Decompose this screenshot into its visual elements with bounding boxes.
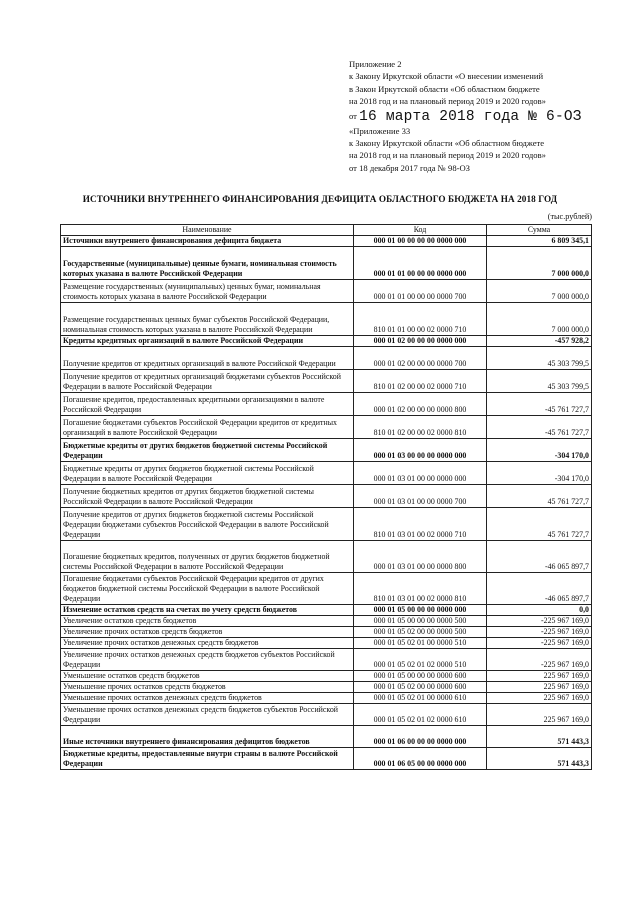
row-code: 810 01 02 00 00 02 0000 810 — [354, 416, 487, 439]
appendix-line: к Закону Иркутской области «О внесении изменений — [349, 71, 544, 82]
row-sum: -46 065 897,7 — [487, 541, 592, 573]
units-label: (тыс.рублей) — [547, 212, 592, 221]
row-name: Уменьшение прочих остатков средств бюджетов — [61, 682, 354, 693]
row-name: Уменьшение прочих остатков денежных средств бюджетов субъектов Российской Федерации — [61, 704, 354, 726]
table-row — [61, 573, 592, 605]
row-sum: 45 761 727,7 — [487, 508, 592, 541]
header-name: Наименование — [61, 225, 354, 236]
law-date-number: 16 марта 2018 года № 6-ОЗ — [359, 108, 582, 125]
row-sum: -225 967 169,0 — [487, 649, 592, 671]
row-code: 810 01 01 00 00 02 0000 710 — [354, 303, 487, 336]
row-sum: 225 967 169,0 — [487, 693, 592, 704]
row-name: Погашение бюджетами субъектов Российской Федерации кредитов от кредитных организаций в валюте Российской Федерации — [61, 416, 354, 439]
row-code: 000 01 01 00 00 00 0000 000 — [354, 247, 487, 280]
table-row — [61, 627, 592, 638]
table-row — [61, 439, 592, 462]
table-row — [61, 280, 592, 303]
row-name: Увеличение остатков средств бюджетов — [61, 616, 354, 627]
row-sum: 7 000 000,0 — [487, 247, 592, 280]
row-sum: -457 928,2 — [487, 336, 592, 347]
row-sum: 0,0 — [487, 605, 592, 616]
row-name: Размещение государственных (муниципальных) ценных бумаг, номинальная стоимость которых указана в валюте Российской Федерации — [61, 280, 354, 303]
row-sum: -225 967 169,0 — [487, 616, 592, 627]
appendix-line: в Закон Иркутской области «Об областном бюджете — [349, 83, 540, 94]
row-code: 000 01 05 02 01 00 0000 510 — [354, 638, 487, 649]
header-sum: Сумма — [487, 225, 592, 236]
row-sum: -225 967 169,0 — [487, 638, 592, 649]
row-name: Погашение бюджетных кредитов, полученных от других бюджетов бюджетной системы Российской Федерации в валюте Российской Федерации — [61, 541, 354, 573]
row-sum: 571 443,3 — [487, 726, 592, 748]
law-date-line — [349, 108, 629, 125]
row-sum: -304 170,0 — [487, 439, 592, 462]
table-header-row — [61, 225, 592, 236]
row-name: Получение кредитов от кредитных организаций бюджетами субъектов Российской Федерации в валюте Российской Федерации — [61, 370, 354, 393]
document-title: ИСТОЧНИКИ ВНУТРЕННЕГО ФИНАНСИРОВАНИЯ ДЕФИЦИТА ОБЛАСТНОГО БЮДЖЕТА НА 2018 ГОД — [82, 194, 558, 204]
row-sum: -45 761 727,7 — [487, 416, 592, 439]
row-name: Увеличение прочих остатков средств бюджетов — [61, 627, 354, 638]
row-code: 000 01 05 00 00 00 0000 000 — [354, 605, 487, 616]
table-row — [61, 370, 592, 393]
row-code: 000 01 05 02 00 00 0000 500 — [354, 627, 487, 638]
table-row — [61, 303, 592, 336]
table-row — [61, 704, 592, 726]
table-row — [61, 726, 592, 748]
table-row — [61, 671, 592, 682]
row-code: 000 01 03 01 00 00 0000 800 — [354, 541, 487, 573]
row-name: Государственные (муниципальные) ценные бумаги, номинальная стоимость которых указана в валюте Российской Федерации — [61, 247, 354, 280]
row-sum: -46 065 897,7 — [487, 573, 592, 605]
row-code: 000 01 05 02 00 00 0000 600 — [354, 682, 487, 693]
appendix-line: «Приложение 33 — [349, 125, 411, 136]
table-row — [61, 462, 592, 485]
row-code: 000 01 03 01 00 00 0000 700 — [354, 485, 487, 508]
row-sum: 7 000 000,0 — [487, 303, 592, 336]
row-code: 810 01 02 00 00 02 0000 710 — [354, 370, 487, 393]
row-name: Погашение кредитов, предоставленных кредитными организациями в валюте Российской Федерации — [61, 393, 354, 416]
row-name: Источники внутреннего финансирования дефицита бюджета — [61, 236, 354, 247]
table-row — [61, 638, 592, 649]
row-sum: 6 809 345,1 — [487, 236, 592, 247]
table-row — [61, 485, 592, 508]
row-name: Изменение остатков средств на счетах по учету средств бюджетов — [61, 605, 354, 616]
table-row — [61, 693, 592, 704]
row-code: 000 01 05 00 00 00 0000 500 — [354, 616, 487, 627]
row-name: Бюджетные кредиты от других бюджетов бюджетной системы Российской Федерации в валюте Российской Федерации — [61, 462, 354, 485]
appendix-line: Приложение 2 — [349, 59, 402, 69]
row-name: Погашение бюджетами субъектов Российской Федерации кредитов от других бюджетов бюджетной системы Российской Федерации в валюте Российской Федерации — [61, 573, 354, 605]
table-row — [61, 605, 592, 616]
row-sum: -225 967 169,0 — [487, 627, 592, 638]
row-name: Иные источники внутреннего финансирования дефицитов бюджетов — [61, 726, 354, 748]
row-code: 000 01 02 00 00 00 0000 800 — [354, 393, 487, 416]
row-name: Получение кредитов от других бюджетов бюджетной системы Российской Федерации бюджетами субъектов Российской Федерации в валюте Российской Федерации — [61, 508, 354, 541]
table-row — [61, 416, 592, 439]
row-code: 000 01 00 00 00 00 0000 000 — [354, 236, 487, 247]
row-name: Получение бюджетных кредитов от других бюджетов бюджетной системы Российской Федерации в валюте Российской Федерации — [61, 485, 354, 508]
row-code: 000 01 05 00 00 00 0000 600 — [354, 671, 487, 682]
row-sum: 225 967 169,0 — [487, 682, 592, 693]
table-row — [61, 541, 592, 573]
table-row — [61, 393, 592, 416]
row-sum: -304 170,0 — [487, 462, 592, 485]
row-code: 000 01 06 05 00 00 0000 000 — [354, 748, 487, 770]
table-row — [61, 347, 592, 370]
row-sum: 45 303 799,5 — [487, 370, 592, 393]
appendix-line: от 18 декабря 2017 года № 98-ОЗ — [349, 162, 470, 173]
table-row — [61, 508, 592, 541]
row-code: 810 01 03 01 00 02 0000 710 — [354, 508, 487, 541]
row-name: Увеличение прочих остатков денежных средств бюджетов субъектов Российской Федерации — [61, 649, 354, 671]
row-name: Уменьшение остатков средств бюджетов — [61, 671, 354, 682]
row-name: Бюджетные кредиты от других бюджетов бюджетной системы Российской Федерации — [61, 439, 354, 462]
row-sum: 571 443,3 — [487, 748, 592, 770]
header-code: Код — [354, 225, 487, 236]
table-row — [61, 247, 592, 280]
row-sum: 7 000 000,0 — [487, 280, 592, 303]
table-row — [61, 236, 592, 247]
row-code: 000 01 06 00 00 00 0000 000 — [354, 726, 487, 748]
row-code: 810 01 03 01 00 02 0000 810 — [354, 573, 487, 605]
row-sum: 45 761 727,7 — [487, 485, 592, 508]
row-name: Получение кредитов от кредитных организаций в валюте Российской Федерации — [61, 347, 354, 370]
row-name: Уменьшение прочих остатков денежных средств бюджетов — [61, 693, 354, 704]
row-name: Увеличение прочих остатков денежных средств бюджетов — [61, 638, 354, 649]
row-name: Бюджетные кредиты, предоставленные внутри страны в валюте Российской Федерации — [61, 748, 354, 770]
appendix-line: на 2018 год и на плановый период 2019 и 2020 годов» — [349, 96, 546, 107]
row-sum: 225 967 169,0 — [487, 704, 592, 726]
table-row — [61, 616, 592, 627]
appendix-header — [349, 58, 629, 174]
row-code: 000 01 05 02 01 02 0000 610 — [354, 704, 487, 726]
row-code: 000 01 02 00 00 00 0000 700 — [354, 347, 487, 370]
row-name: Кредиты кредитных организаций в валюте Российской Федерации — [61, 336, 354, 347]
table-row — [61, 649, 592, 671]
appendix-line: на 2018 год и на плановый период 2019 и 2020 годов» — [349, 150, 546, 161]
financing-sources-table — [60, 224, 592, 770]
row-sum: -45 761 727,7 — [487, 393, 592, 416]
date-prefix: от — [349, 110, 357, 121]
row-code: 000 01 03 01 00 00 0000 000 — [354, 462, 487, 485]
table-row — [61, 682, 592, 693]
table-row — [61, 748, 592, 770]
row-sum: 225 967 169,0 — [487, 671, 592, 682]
row-name: Размещение государственных ценных бумаг субъектов Российской Федерации, номинальная стоимость которых указана в валюте Российской Федерации — [61, 303, 354, 336]
row-code: 000 01 05 02 01 00 0000 610 — [354, 693, 487, 704]
row-code: 000 01 01 00 00 00 0000 700 — [354, 280, 487, 303]
row-code: 000 01 05 02 01 02 0000 510 — [354, 649, 487, 671]
table-row — [61, 336, 592, 347]
row-code: 000 01 02 00 00 00 0000 000 — [354, 336, 487, 347]
row-code: 000 01 03 00 00 00 0000 000 — [354, 439, 487, 462]
row-sum: 45 303 799,5 — [487, 347, 592, 370]
appendix-line: к Закону Иркутской области «Об областном бюджете — [349, 138, 545, 149]
